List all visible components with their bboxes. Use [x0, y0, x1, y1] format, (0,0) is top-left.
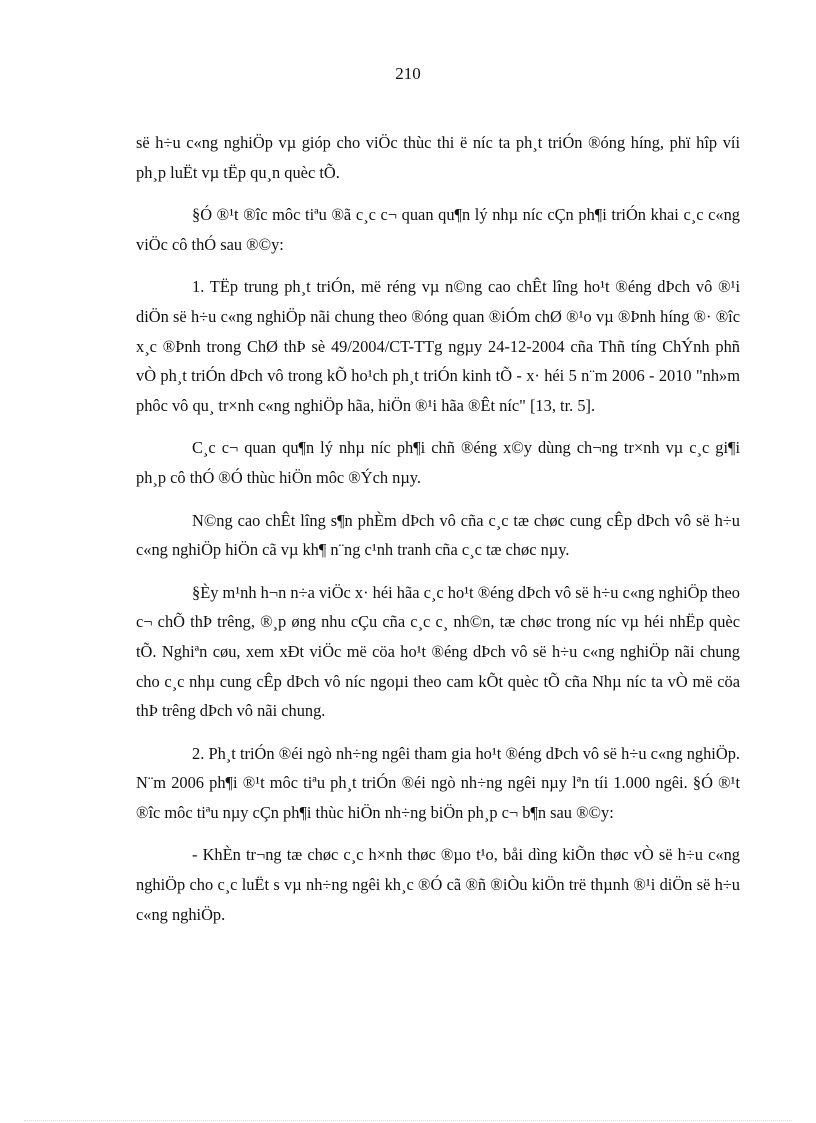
- page-bottom-rule: [24, 1120, 792, 1121]
- paragraph-item-1: 1. TËp trung ph¸t triÓn, më réng vµ n©ng cao chÊt lîng ho¹t ®éng dÞch vô ®¹i diÖn së h÷u c«ng nghiÖp nãi chung theo ®óng quan ®iÓm chØ ®¹o vµ ®Þnh híng ®· ®îc x¸c ®Þnh trong ChØ thÞ sè 49/2004/CT-TTg ngµy 24-12-2004 cña Thñ tíng ChÝnh phñ vÒ ph¸t triÓn dÞch vô trong kÕ ho¹ch ph¸t triÓn kinh tÕ - x· héi 5 n¨m 2006 - 2010 "nh»m phôc vô qu¸ tr×nh c«ng nghiÖp hãa, hiÖn ®¹i hãa ®Êt níc" [13, tr. 5].: [136, 277, 740, 415]
- document-body: [136, 128, 740, 942]
- paragraph-quality: N©ng cao chÊt lîng s¶n phÈm dÞch vô cña c¸c tæ chøc cung cÊp dÞch vô së h÷u c«ng nghiÖp hiÖn cã vµ kh¶ n¨ng c¹nh tranh cña c¸c tæ chøc nµy.: [136, 510, 740, 560]
- paragraph-socialization: §Èy m¹nh h¬n n÷a viÖc x· héi hãa c¸c ho¹t ®éng dÞch vô së h÷u c«ng nghiÖp theo c¬ chÕ thÞ trêng, ®¸p øng nhu cÇu cña c¸c c¸ nh©n, tæ chøc trong níc vµ héi nhËp quèc tÕ. Nghiªn cøu, xem xÐt viÖc më cöa ho¹t ®éng dÞch vô së h÷u c«ng nghiÖp nãi chung cho c¸c nhµ cung cÊp dÞch vô níc ngoµi theo cam kÕt quèc tÕ cña Nhµ níc ta vÒ më cöa thÞ trêng dÞch vô nãi chung.: [136, 582, 740, 721]
- paragraph-agencies: C¸c c¬ quan qu¶n lý nhµ níc ph¶i chñ ®éng x©y dùng ch¬ng tr×nh vµ c¸c gi¶i ph¸p cô thÓ ®Ó thùc hiÖn môc ®Ých nµy.: [136, 438, 740, 487]
- page-number: 210: [395, 64, 421, 83]
- paragraph-continuation: së h÷u c«ng nghiÖp vµ gióp cho viÖc thùc thi ë níc ta ph¸t triÓn ®óng híng, phï hîp víi ph¸p luËt vµ tËp qu¸n quèc tÕ.: [136, 133, 740, 182]
- paragraph-training: - KhÈn tr¬ng tæ chøc c¸c h×nh thøc ®µo t¹o, båi dìng kiÕn thøc vÒ së h÷u c«ng nghiÖp cho c¸c luËt s vµ nh÷ng ngêi kh¸c ®Ó cã ®ñ ®iÒu kiÖn trë thµnh ®¹i diÖn së h÷u c«ng nghiÖp.: [136, 845, 740, 924]
- paragraph-item-2: 2. Ph¸t triÓn ®éi ngò nh÷ng ngêi tham gia ho¹t ®éng dÞch vô së h÷u c«ng nghiÖp. N¨m 2006 ph¶i ®¹t môc tiªu ph¸t triÓn ®éi ngò nh÷ng ngêi nµy lªn tíi 1.000 ngêi. §Ó ®¹t ®îc môc tiªu nµy cÇn ph¶i thùc hiÖn nh÷ng biÖn ph¸p c¬ b¶n sau ®©y:: [136, 743, 740, 822]
- paragraph-goal: §Ó ®¹t ®îc môc tiªu ®ã c¸c c¬ quan qu¶n lý nhµ níc cÇn ph¶i triÓn khai c¸c c«ng viÖc cô thÓ sau ®©y:: [136, 205, 740, 254]
